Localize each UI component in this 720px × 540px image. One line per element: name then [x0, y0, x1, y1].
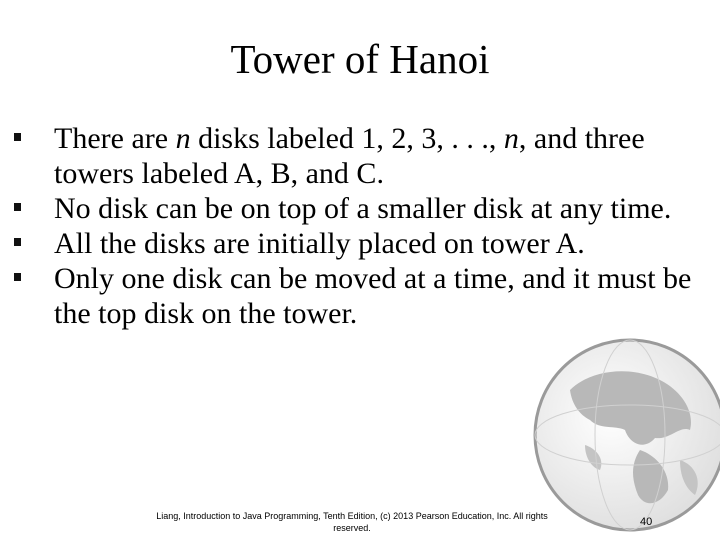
- bullet-text: Only one disk can be moved at a time, and it must be the top disk on the tower.: [54, 262, 692, 330]
- square-bullet-icon: [14, 273, 21, 281]
- square-bullet-icon: [14, 133, 21, 141]
- footer-copyright: Liang, Introduction to Java Programming, Tenth Edition, (c) 2013 Pearson Education, Inc. All rights reserved.: [156, 511, 548, 533]
- square-bullet-icon: [14, 238, 21, 246]
- page-number: 40: [640, 516, 653, 528]
- globe-icon: [530, 330, 720, 540]
- bullet-text: There are n disks labeled 1, 2, 3, . . ., n, and three towers labeled A, B, and C.: [54, 122, 645, 190]
- bullet-list: [0, 121, 720, 331]
- list-item: [0, 191, 720, 226]
- bullet-text: All the disks are initially placed on tower A.: [54, 227, 585, 260]
- list-item: [0, 226, 720, 261]
- list-item: [0, 261, 720, 331]
- bullet-text: No disk can be on top of a smaller disk at any time.: [54, 192, 672, 225]
- slide-title: Tower of Hanoi: [230, 36, 490, 82]
- square-bullet-icon: [14, 203, 21, 211]
- list-item: [0, 121, 720, 191]
